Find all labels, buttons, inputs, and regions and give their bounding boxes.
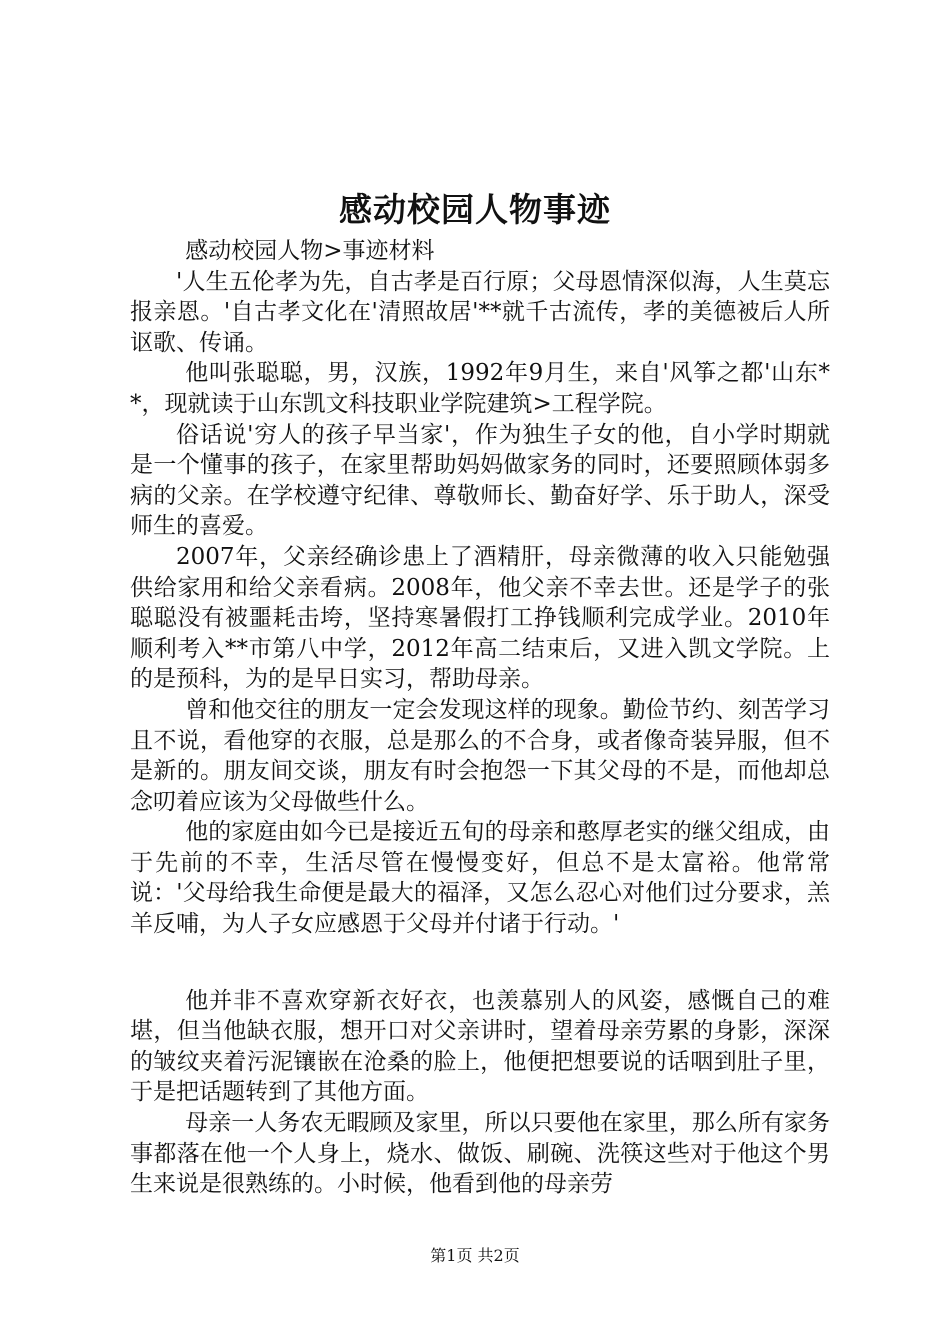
paragraph-4: 2007年，父亲经确诊患上了酒精肝，母亲微薄的收入只能勉强供给家用和给父亲看病。2008年，他父亲不幸去世。还是学子的张聪聪没有被噩耗击垮，坚持寒暑假打工挣钱顺利完成学业。2010年顺利考入**市第八中学，2012年高二结束后，又进入凯文学院。上的是预科，为的是早日实习，帮助母亲。 [130, 543, 830, 693]
paragraph-8: 母亲一人务农无暇顾及家里，所以只要他在家里，那么所有家务事都落在他一个人身上，烧水、做饭、刷碗、洗筷这些对于他这个男生来说是很熟练的。小时候，他看到他的母亲劳 [130, 1110, 830, 1198]
page-number-footer: 第1页 共2页 [430, 1246, 520, 1265]
paragraph-subtitle: 感动校园人物>事迹材料 [185, 238, 435, 264]
paragraph-6: 他的家庭由如今已是接近五旬的母亲和憨厚老实的继父组成，由于先前的不幸，生活尽管在慢慢变好，但总不是太富裕。他常常说：'父母给我生命便是最大的福泽，又怎么忍心对他们过分要求，羔羊反哺，为人子女应感恩于父母并付诸于行动。' [130, 819, 830, 938]
document-body [130, 236, 830, 1200]
document-title: 感动校园人物事迹 [339, 190, 611, 229]
paragraph-5: 曾和他交往的朋友一定会发现这样的现象。勤俭节约、刻苦学习且不说，看他穿的衣服，总是那么的不合身，或者像奇装异服，但不是新的。朋友间交谈，朋友有时会抱怨一下其父母的不是，而他却总念叨着应该为父母做些什么。 [130, 696, 830, 815]
paragraph-1: '人生五伦孝为先，自古孝是百行原；父母恩情深似海，人生莫忘报亲恩。'自古孝文化在'清照故居'**就千古流传，孝的美德被后人所讴歌、传诵。 [130, 268, 830, 356]
paragraph-3: 俗话说'穷人的孩子早当家'，作为独生子女的他，自小学时期就是一个懂事的孩子，在家里帮助妈妈做家务的同时，还要照顾体弱多病的父亲。在学校遵守纪律、尊敬师长、勤奋好学、乐于助人，深受师生的喜爱。 [130, 421, 830, 540]
paragraph-7: 他并非不喜欢穿新衣好衣，也羡慕别人的风姿，感慨自己的难堪，但当他缺衣服，想开口对父亲讲时，望着母亲劳累的身影，深深的皱纹夹着污泥镶嵌在沧桑的脸上，他便把想要说的话咽到肚子里，于是把话题转到了其他方面。 [130, 987, 830, 1106]
paragraph-2: 他叫张聪聪，男，汉族，1992年9月生，来自'风筝之都'山东**，现就读于山东凯文科技职业学院建筑>工程学院。 [130, 360, 830, 417]
